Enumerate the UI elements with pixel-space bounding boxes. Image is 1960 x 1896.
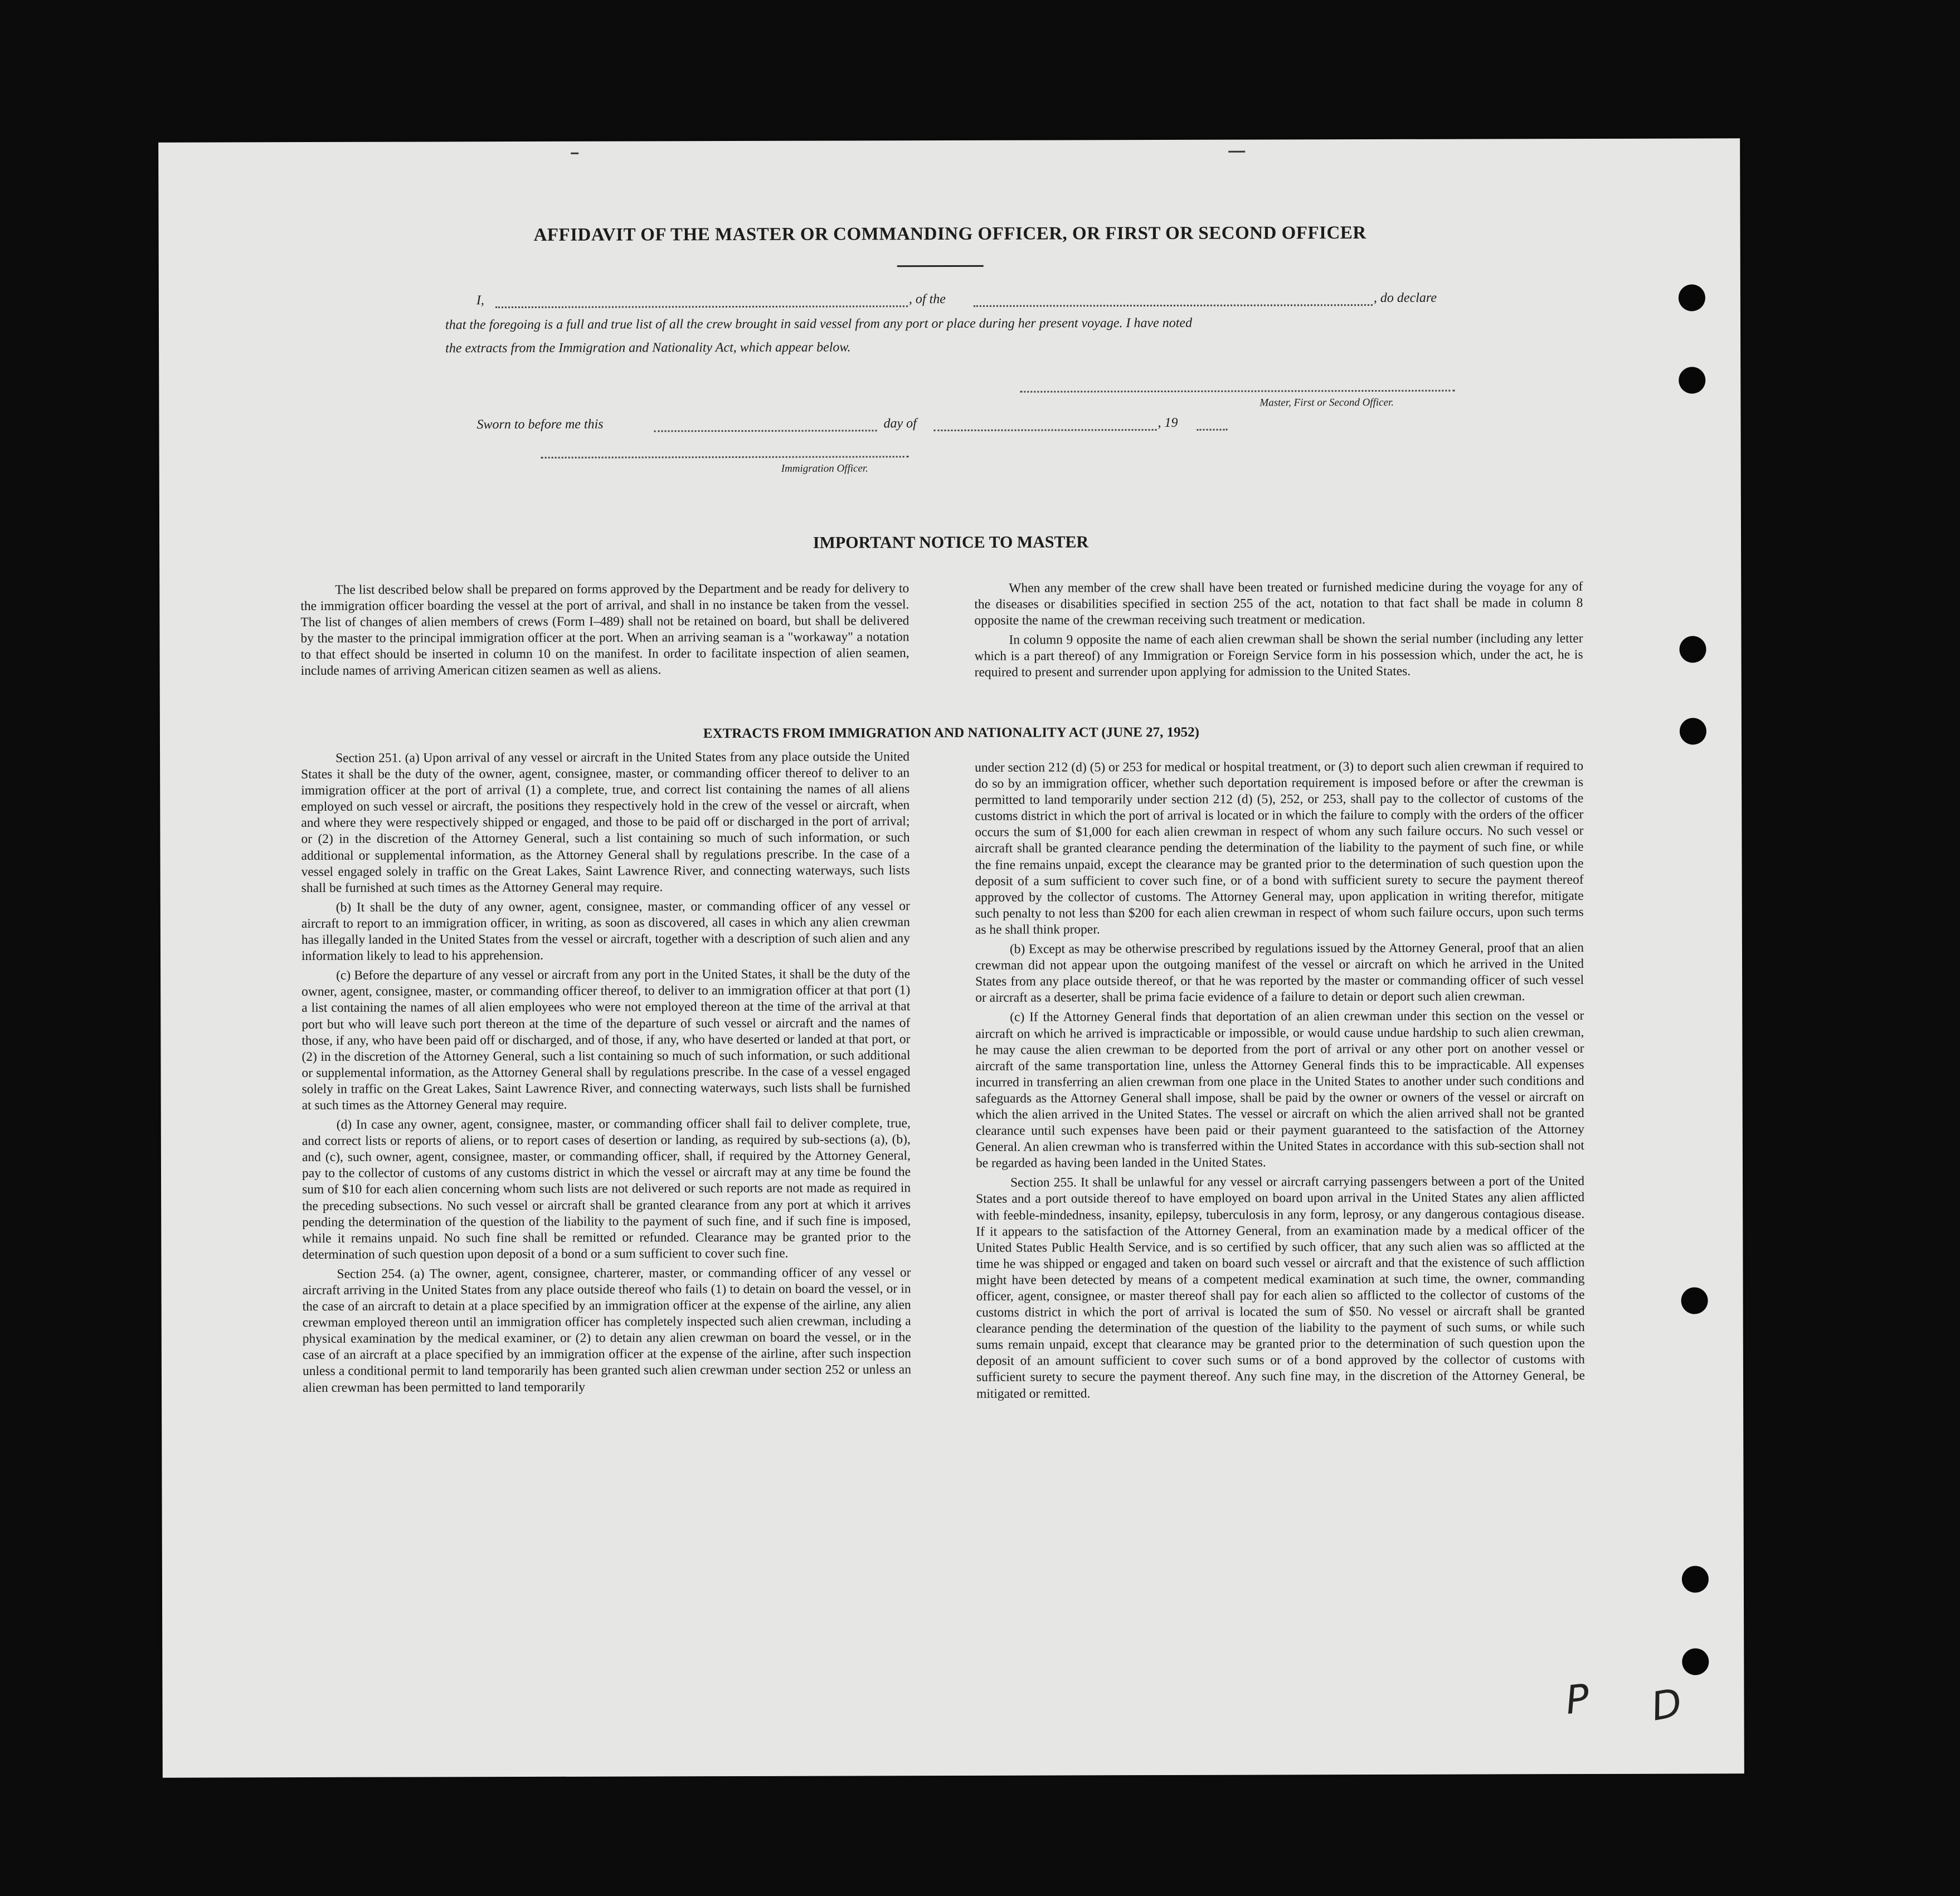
affidavit-do-declare-label: , do declare <box>1373 290 1437 306</box>
day-of-label: day of <box>883 416 917 431</box>
section-254-b: (b) Except as may be otherwise prescribed by regulations issued by the Attorney General, proof that an alien crewman did not appear upon the outgoing manifest of the vessel or aircraft on which he arrived in the United States from any place outside thereof, or that he was reported by the master or commanding officer of such vessel or aircraft as a deserter, shall be prima facie evidence of a failure to detain or deport such alien crewman. <box>975 940 1584 1006</box>
affidavit-title: AFFIDAVIT OF THE MASTER OR COMMANDING OFFICER, OR FIRST OR SECOND OFFICER <box>533 223 1366 245</box>
notice-left-paragraph: The list described below shall be prepared on forms approved by the Department and be ready for delivery to the immigration officer boarding the vessel at the port of arrival, and shall in no instance be taken from the vessel. The list of changes of alien members of crews (Form I–489) shall not be retained on board, but shall be delivered by the master to the principal immigration officer at the port. When an arriving seaman is a "workaway" a notation to that effect should be inserted in column 10 on the manifest. In order to facilitate inspection of alien seamen, include names of arriving American citizen seamen as well as aliens. <box>300 581 910 679</box>
sworn-day-field-line <box>654 430 877 432</box>
punch-hole <box>1681 1287 1708 1314</box>
name-field-line <box>495 305 908 308</box>
punch-hole <box>1682 1648 1709 1675</box>
notice-title: IMPORTANT NOTICE TO MASTER <box>813 533 1089 552</box>
section-254-c: (c) If the Attorney General finds that deportation of an alien crewman under this section on the vessel or aircraft on which he arrived is impracticable or impossible, or would cause undue hardship to such alien crewman, he may cause the alien crewman to be deported from the port of arrival or any other port on another vessel or aircraft of the same transportation line, unless the Attorney General finds this to be impracticable. All expenses incurred in transferring an alien crewman from one place in the United States to another under such conditions and safeguards as the Attorney General shall impose, shall be paid by the owner or owners of the vessel or aircraft on which the alien arrived in the United States. The vessel or aircraft on which the alien arrived shall not be granted clearance until such expenses have been paid or their payment guaranteed to the satisfaction of the Attorney General. An alien crewman who is transferred within the United States in accordance with this sub-section shall not be regarded as having been landed in the United States. <box>975 1008 1584 1171</box>
affidavit-line-2: that the foregoing is a full and true list of all the crew brought in said vessel from any port or place during her present voyage. I have noted <box>445 315 1193 333</box>
title-rule <box>897 265 984 267</box>
handwritten-mark-d: D <box>1647 1679 1686 1730</box>
affidavit-of-the-label: , of the <box>908 292 946 307</box>
extracts-right-column <box>975 758 1585 1406</box>
notice-right-column <box>974 579 1583 684</box>
notice-left-column <box>300 581 909 683</box>
punch-hole <box>1682 1566 1709 1592</box>
section-254-a: Section 254. (a) The owner, agent, consignee, charterer, master, or commanding officer of any vessel or aircraft arriving in the United States from any place outside thereof who fails (1) to detain on board the vessel, or in the case of an aircraft to detain at a place specified by an immigration officer at the expense of the airline, any alien crewman employed thereon until an immigration officer has completely inspected such alien crewman, including a physical examination by the medical examiner, or (2) to detain any alien crewman on board the vessel, or in the case of an aircraft at a place specified by an immigration officer at the expense of the airline, after such inspection unless a conditional permit to land temporarily has been granted such alien crewman under section 252 or unless an alien crewman has been permitted to land temporarily <box>302 1265 911 1395</box>
sworn-label: Sworn to before me this <box>476 417 604 432</box>
notice-right-paragraph-2: In column 9 opposite the name of each alien crewman shall be shown the serial number (including any letter which is a part thereof) of any Immigration or Foreign Service form in his possession which, under the act, he is required to present and surrender upon applying for admission to the United States. <box>974 631 1583 680</box>
section-255: Section 255. It shall be unlawful for any vessel or aircraft carrying passengers between a port of the United States and a port outside thereof to have employed on board upon arrival in the United States any alien afflicted with feeble-mindedness, insanity, epilepsy, tuberculosis in any form, leprosy, or any dangerous contagious disease. If it appears to the satisfaction of the Attorney General, from an examination made by a medical officer of the United States Public Health Service, and is so certified by such officer, that any such alien was so afflicted at the time he was shipped or engaged and taken on board such vessel or aircraft and that the existence of such affliction might have been detected by means of a competent medical examination at such time, the owner, commanding officer, agent, consignee, or master thereof shall pay for each alien so afflicted to the collector of customs of the customs district in which the port of arrival is located the sum of $50. No vessel or aircraft shall be granted clearance pending the determination of the question of the liability to the payment of such sums, or while such sums remain unpaid, except that clearance may be granted prior to the determination of such question upon the deposit of an amount sufficient to cover such sums or of a bond approved by the collector of customs with sufficient surety to secure the payment thereof. Any such fine may, in the discretion of the Attorney General, be mitigated or remitted. <box>976 1174 1585 1401</box>
month-field-line <box>934 429 1157 431</box>
officer-signature-label: Immigration Officer. <box>781 462 868 475</box>
notice-right-paragraph-1: When any member of the crew shall have been treated or furnished medicine during the voyage for any of the diseases or disabilities specified in section 255 of the act, notation to that fact shall be made in column 8 opposite the name of the crewman receiving such treatment or medication. <box>974 579 1583 628</box>
handwritten-mark-p: P <box>1563 1675 1592 1724</box>
affidavit-line-3: the extracts from the Immigration and Nationality Act, which appear below. <box>445 340 851 356</box>
year-label: , 19 <box>1157 415 1178 431</box>
master-signature-label: Master, First or Second Officer. <box>1259 396 1394 409</box>
section-254-a-continued: under section 212 (d) (5) or 253 for medical or hospital treatment, or (3) to deport such alien crewman if required to do so by an immigration officer, whether such deportation requirement is imposed before or after the crewman is permitted to land temporarily under section 212 (d) (5), 252, or 253, shall pay to the collector of customs of the customs district in which the port of arrival is located or in which the failure to comply with the orders of the officer occurs the sum of $1,000 for each alien crewman in respect of whom any such failure occurs. No such vessel or aircraft shall be granted clearance pending the determination of the liability to the payment of such fine, or while the fine remains unpaid, except the clearance may be granted prior to the determination of such question upon the deposit of a sum sufficient to cover such fine, or of a bond with sufficient surety to secure the payment thereof approved by the collector of customs. The Attorney General may, upon application in writing therefor, mitigate such penalty to not less than $200 for each alien crewman in respect of whom such failure occurs, upon such terms as he shall think proper. <box>975 759 1584 937</box>
extracts-left-column <box>301 749 911 1400</box>
officer-signature-line <box>541 456 909 459</box>
section-251-b: (b) It shall be the duty of any owner, agent, consignee, master, or commanding officer of any vessel or aircraft to report to an immigration officer, in writing, as soon as discovered, all cases in which any alien crewman has illegally landed in the United States from the vessel or aircraft, together with a description of such alien and any information likely to lead to his apprehension. <box>301 899 910 964</box>
extracts-title: EXTRACTS FROM IMMIGRATION AND NATIONALITY ACT (JUNE 27, 1952) <box>703 724 1200 742</box>
master-signature-line <box>1020 390 1455 393</box>
edge-mark <box>571 153 578 154</box>
section-251-d: (d) In case any owner, agent, consignee, master, or commanding officer shall fail to deliver complete, true, and correct lists or reports of aliens, or to report cases of desertion or landing, as required by sub-sections (a), (b), and (c), such owner, agent, consignee, master, or commanding officer, shall, if required by the Attorney General, pay to the collector of customs of any customs district in which the vessel or aircraft may at any time be found the sum of $10 for each alien concerning whom such lists are not delivered or such reports are not made as required in the preceding subsections. No such vessel or aircraft shall be granted clearance from any port at which it arrives pending the determination of the question of the liability to the payment of such fine, and if such fine is imposed, while it remains unpaid. No such fine shall be remitted or refunded. Clearance may be granted prior to the determination of such question upon deposit of a bond or a sum sufficient to cover such fine. <box>301 1116 911 1262</box>
vessel-field-line <box>974 304 1373 307</box>
affidavit-i-label: I, <box>476 293 484 308</box>
section-251-c: (c) Before the departure of any vessel or aircraft from any port in the United States, it shall be the duty of the owner, agent, consignee, master, or commanding officer thereof, to deliver to an immigration officer at that port (1) a list containing the names of all alien employees who were not employed thereon at the time of the arrival at that port but who will leave such port thereon at the time of the departure of such vessel or aircraft and the names of those, if any, who have been paid off or discharged, and of those, if any, who have deserted or landed at that port, or (2) in the discretion of the Attorney General, such a list containing so much of such information, or such additional or supplemental information, as the Attorney General shall by regulations prescribe. In the case of a vessel engaged solely in traffic on the Great Lakes, Saint Lawrence River, and connecting waterways, such lists shall be furnished at such times as the Attorney General may require. <box>301 967 911 1113</box>
section-251-a: Section 251. (a) Upon arrival of any vessel or aircraft in the United States from any place outside the United States it shall be the duty of the owner, agent, consignee, master, or commanding officer thereof to deliver to an immigration officer at the port of arrival (1) a complete, true, and correct list containing the names of all aliens employed on such vessel or aircraft, the positions they respectively hold in the crew of the vessel or aircraft, when and where they were respectively shipped or engaged, and those to be paid off or discharged in the port of arrival; or (2) in the discretion of the Attorney General, such a list containing so much of such information, or such additional or supplemental information, as the Attorney General shall by regulations prescribe. In the case of a vessel engaged solely in traffic on the Great Lakes, Saint Lawrence River, and connecting waterways, such lists shall be furnished at such times as the Attorney General may require. <box>301 749 910 895</box>
document-page <box>158 138 1744 1777</box>
punch-hole <box>1680 718 1706 744</box>
edge-mark <box>1228 151 1245 153</box>
punch-hole <box>1679 284 1705 311</box>
punch-hole <box>1679 636 1706 662</box>
punch-hole <box>1679 367 1705 393</box>
year-field-line <box>1197 429 1228 431</box>
